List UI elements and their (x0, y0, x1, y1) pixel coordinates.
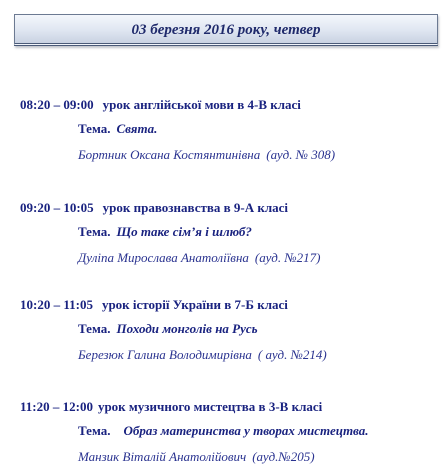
lesson-time: 08:20 – 09:00 (20, 97, 94, 112)
teacher-name: Бортник Оксана Костянтинівна (78, 147, 261, 162)
lesson-topic: Що таке сім’я і шлюб? (116, 224, 252, 239)
lesson-topic: Образ материнства у творах мистецтва. (123, 423, 369, 438)
lesson-time-subject (20, 200, 288, 216)
topic-label: Тема. (78, 121, 111, 136)
room-number: (ауд. № 308) (266, 147, 336, 162)
lesson-time: 11:20 – 12:00 (20, 399, 93, 414)
topic-label: Тема. (78, 321, 111, 336)
lesson-teacher-line (78, 449, 315, 465)
date-header (14, 14, 438, 46)
lesson-time: 10:20 – 11:05 (20, 297, 93, 312)
date-title: 03 березня 2016 року, четвер (131, 22, 321, 38)
lesson-teacher-line (78, 347, 327, 363)
room-number: (ауд. №217) (254, 250, 321, 265)
lesson-time-subject (20, 97, 301, 113)
lesson-topic-line (78, 121, 157, 137)
lesson-time-subject (20, 297, 288, 313)
room-number: (ауд.№205) (252, 449, 315, 464)
lesson-subject: урок англійської мови в 4-В класі (102, 97, 301, 112)
teacher-name: Дуліпа Мирослава Анатоліївна (78, 250, 249, 265)
teacher-name: Березюк Галина Володимирівна (78, 347, 252, 362)
topic-label: Тема. (78, 423, 111, 438)
lesson-time: 09:20 – 10:05 (20, 200, 94, 215)
teacher-name: Манзик Віталій Анатолійович (78, 449, 247, 464)
lesson-topic: Свята. (116, 121, 158, 136)
lesson-teacher-line (78, 250, 320, 266)
lesson-subject: урок музичного мистецтва в 3-В класі (97, 399, 323, 414)
room-number: ( ауд. №214) (257, 347, 327, 362)
lesson-topic-line (78, 321, 258, 337)
lesson-subject: урок історії України в 7-Б класі (101, 297, 288, 312)
lesson-time-subject (20, 399, 322, 415)
lesson-teacher-line (78, 147, 335, 163)
topic-label: Тема. (78, 224, 111, 239)
lesson-subject: урок правознавства в 9-А класі (102, 200, 289, 215)
lesson-topic-line (78, 423, 369, 439)
lesson-topic-line (78, 224, 252, 240)
lesson-topic: Походи монголів на Русь (116, 321, 258, 336)
